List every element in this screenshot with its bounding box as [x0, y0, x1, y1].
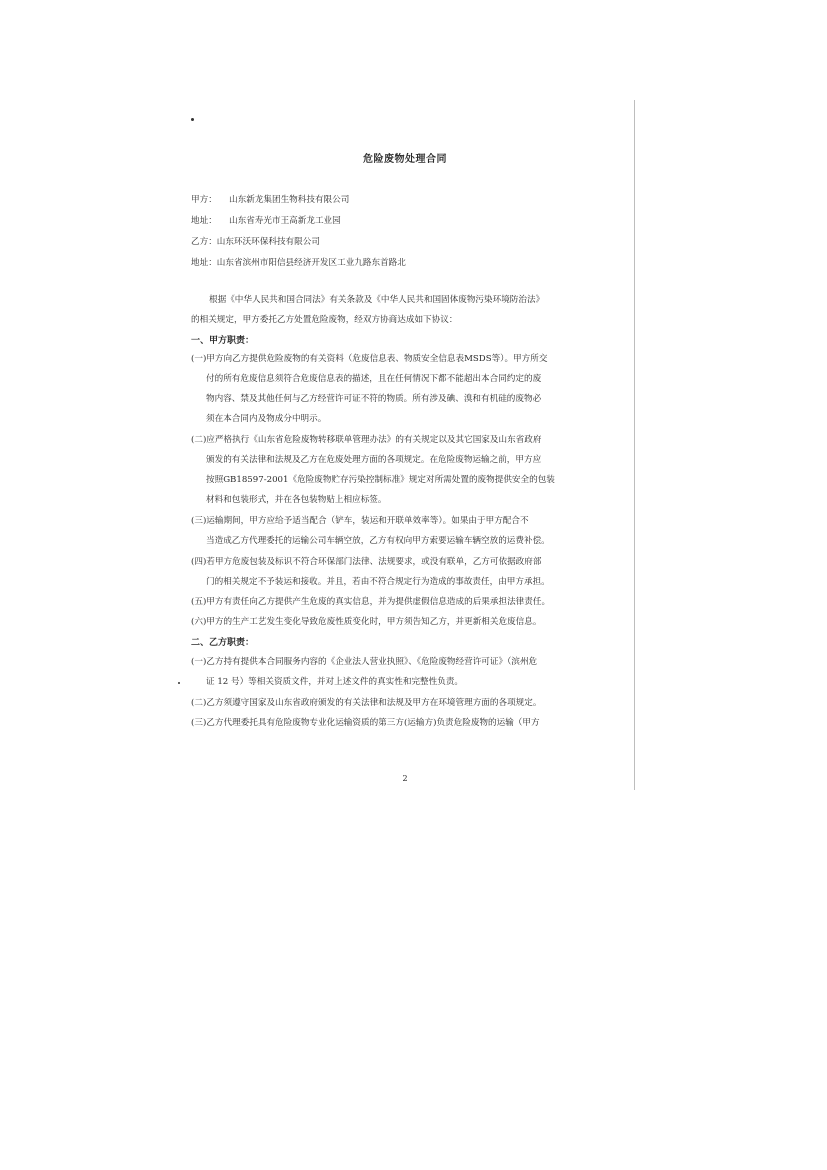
- intro-line-1: 根据《中华人民共和国合同法》有关条款及《中华人民共和国固体废物污染环境防治法》: [209, 295, 545, 305]
- section-2-heading: 二、乙方职责：: [191, 638, 255, 648]
- clause-1-1-line-2: 付的所有危废信息须符合危废信息表的描述，且在任何情况下都不能超出本合同约定的废: [206, 374, 542, 384]
- clause-1-2-line-3: 按照GB18597-2001《危险废物贮存污染控制标准》规定对所需处置的废物提供安全的包装: [206, 475, 555, 485]
- party-a-label: 甲方：: [191, 195, 217, 205]
- party-a-address-label: 地址：: [191, 216, 217, 226]
- clause-1-4-line-1: (四)若甲方危废包装及标识不符合环保部门法律、法规要求，或没有联单，乙方可依据政府部: [191, 557, 542, 567]
- scan-speck: [178, 682, 180, 684]
- clause-1-1-line-3: 物内容、禁及其他任何与乙方经营许可证不符的物质。所有涉及碘、溴和有机硅的废物必: [206, 394, 542, 404]
- clause-1-2-line-4: 材料和包装形式，并在各包装物贴上相应标签。: [206, 495, 387, 505]
- party-a-row: [191, 193, 349, 205]
- page-number: 2: [402, 774, 408, 783]
- clause-1-2-line-1: (二)应严格执行《山东省危险废物转移联单管理办法》的有关规定以及其它国家及山东省政府: [191, 435, 542, 445]
- party-a-address: 山东省寿光市王高新龙工业园: [229, 216, 341, 226]
- clause-1-1-line-1: (一)甲方向乙方提供危险废物的有关资料（危废信息表、物质安全信息表MSDS等）。甲方所交: [191, 354, 548, 364]
- intro-line-2: 的相关规定，甲方委托乙方处置危险废物，经双方协商达成如下协议：: [191, 315, 458, 325]
- clause-1-2-line-2: 颁发的有关法律和法规及乙方在危废处理方面的各项规定。在危险废物运输之前，甲方应: [206, 455, 542, 465]
- clause-2-2: (二)乙方须遵守国家及山东省政府颁发的有关法律和法规及甲方在环境管理方面的各项规定。: [191, 698, 542, 708]
- party-b-label: 乙方：: [191, 237, 217, 247]
- party-a-name: 山东新龙集团生物科技有限公司: [229, 195, 350, 205]
- scanned-page: [176, 100, 634, 790]
- document-title: 危险废物处理合同: [363, 154, 447, 165]
- party-b-address-row: [191, 256, 406, 268]
- clause-1-1-line-4: 须在本合同内及物成分中明示。: [206, 414, 327, 424]
- party-b-address-label: 地址：: [191, 258, 217, 268]
- party-b-row: [191, 235, 320, 247]
- clause-2-1-line-2: 证 12 号）等相关资质文件，并对上述文件的真实性和完整性负责。: [206, 677, 464, 687]
- clause-1-5: (五)甲方有责任向乙方提供产生危废的真实信息，并为提供虚假信息造成的后果承担法律责任。: [191, 597, 551, 607]
- scan-speck: [191, 118, 194, 121]
- section-1-heading: 一、甲方职责：: [191, 336, 255, 346]
- clause-1-3-line-2: 当造成乙方代理委托的运输公司车辆空放，乙方有权向甲方索要运输车辆空放的运费补偿。: [206, 536, 550, 546]
- clause-1-6: (六)甲方的生产工艺发生变化导致危废性质变化时，甲方须告知乙方，并更新相关危废信息。: [191, 617, 542, 627]
- clause-1-3-line-1: (三)运输期间，甲方应给予适当配合（铲车，装运和开联单效率等）。如果由于甲方配合不: [191, 516, 529, 526]
- party-b-address: 山东省滨州市阳信县经济开发区工业九路东首路北: [216, 258, 406, 268]
- clause-1-4-line-2: 门的相关规定不予装运和接收。并且，若由不符合规定行为造成的事故责任，由甲方承担。: [206, 577, 550, 587]
- clause-2-1-line-1: (一)乙方持有提供本合同服务内容的《企业法人营业执照》、《危险废物经营许可证》（滨州危: [191, 657, 538, 667]
- party-a-address-row: [191, 214, 341, 226]
- clause-2-3-line-1: (三)乙方代理委托具有危险废物专业化运输资质的第三方(运输方)负责危险废物的运输（甲方: [191, 718, 540, 728]
- party-b-name: 山东环沃环保科技有限公司: [216, 237, 320, 247]
